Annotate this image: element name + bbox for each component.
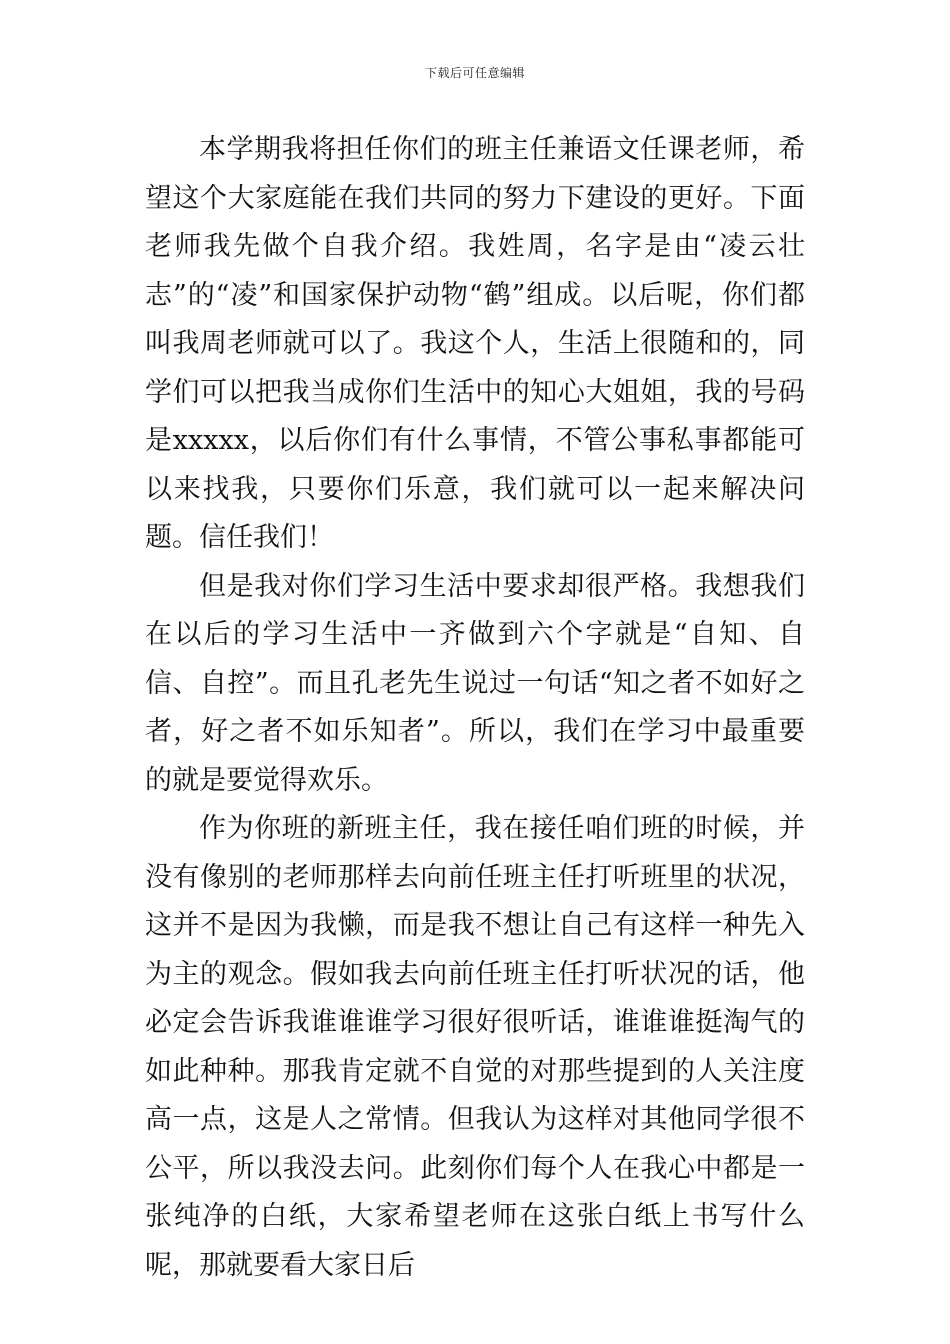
paragraph-3: 作为你班的新班主任，我在接任咱们班的时候，并没有像别的老师那样去向前任班主任打听班里的状况，这并不是因为我懒，而是我不想让自己有这样一种先入为主的观念。假如我去向前任班主任打听状况的话，他必定会告诉我谁谁谁学习很好很听话，谁谁谁挺淘气的如此种种。那我肯定就不自觉的对那些提到的人关注度高一点，这是人之常情。但我认为这样对其他同学很不公平，所以我没去问。此刻你们每个人在我心中都是一张纯净的白纸，大家希望老师在这张白纸上书写什么呢，那就要看大家日后: [145, 813, 805, 1281]
document-body: [145, 126, 805, 1290]
paragraph-1: 本学期我将担任你们的班主任兼语文任课老师，希望这个大家庭能在我们共同的努力下建设的更好。下面老师我先做个自我介绍。我姓周，名字是由“凌云壮志”的“凌”和国家保护动物“鹤”组成。以后呢，你们都叫我周老师就可以了。我这个人，生活上很随和的，同学们可以把我当成你们生活中的知心大姐姐，我的号码是xxxxx，以后你们有什么事情，不管公事私事都能可以来找我，只要你们乐意，我们就可以一起来解决问题。信任我们！: [145, 134, 805, 553]
page-header: 下载后可任意编辑: [424, 66, 525, 80]
paragraph-2: 但是我对你们学习生活中要求却很严格。我想我们在以后的学习生活中一齐做到六个字就是“自知、自信、自控”。而且孔老先生说过一句话“知之者不如好之者，好之者不如乐知者”。所以，我们在学习中最重要的就是要觉得欢乐。: [145, 570, 805, 796]
